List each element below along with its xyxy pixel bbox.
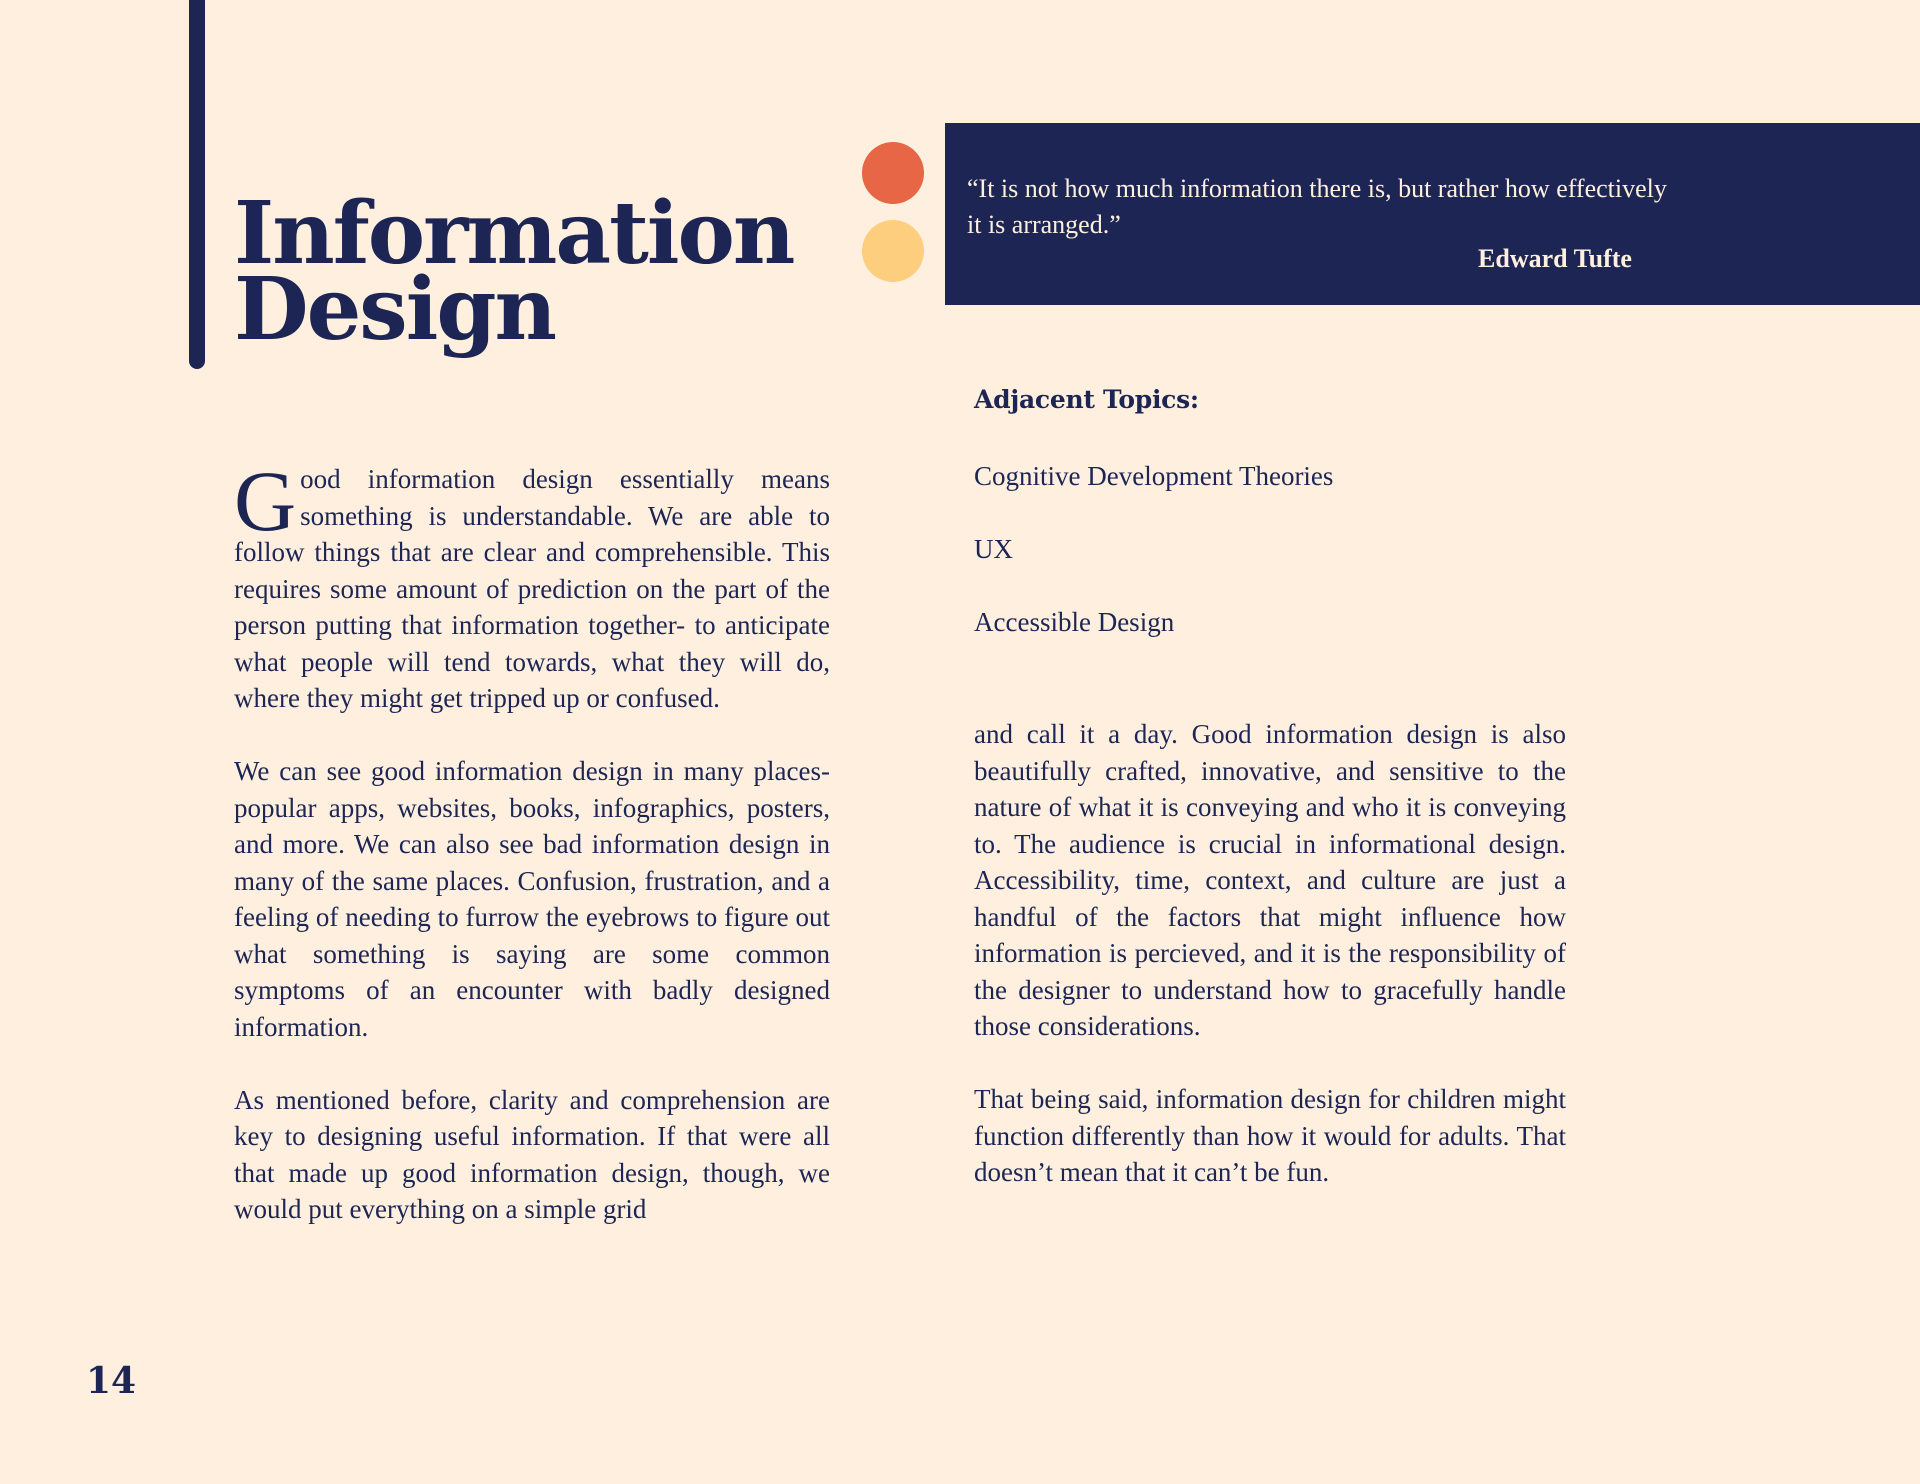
title-accent-bar bbox=[189, 0, 205, 369]
adjacent-topics-list bbox=[974, 458, 1333, 677]
quote-box bbox=[945, 123, 1920, 305]
body-column-right bbox=[974, 716, 1566, 1227]
title-line-1: Information bbox=[234, 183, 794, 284]
body-paragraph: We can see good information design in many places- popular apps, websites, books, infographics, posters, and more. We can also see bad information design in many of the same places. Confusion, frustration, and a feeling of needing to furrow the eyebrows to figure out what something is saying are some common symptoms of an encounter with badly designed information. bbox=[234, 756, 830, 1042]
body-paragraph: and call it a day. Good information design is also beautifully crafted, innovative, and sensitive to the nature of what it is conveying and who it is conveying to. The audience is crucial in informational design. Accessibility, time, context, and culture are just a handful of the factors that might influence how information is percieved, and it is the responsibility of the designer to understand how to gracefully handle those considerations. bbox=[974, 719, 1566, 1041]
quote-author: Edward Tufte bbox=[1478, 244, 1632, 273]
body-column-left bbox=[234, 453, 830, 1264]
adjacent-topics-heading: Adjacent Topics: bbox=[974, 385, 1199, 414]
page-number: 14 bbox=[86, 1360, 137, 1402]
paragraph-text: ood information design essentially means something is understandable. We are able to follow things that are clear and comprehensible. This requires some amount of prediction on the part of the person putting that information together- to anticipate what people will tend towards, what they will do, where they might get tripped up or confused. bbox=[234, 464, 830, 713]
quote-text: “It is not how much information there is, but rather how effectively it is arranged.” bbox=[967, 174, 1667, 239]
body-paragraph: As mentioned before, clarity and comprehension are key to designing useful information. If that were all that made up good information design, though, we would put everything on a simple grid bbox=[234, 1084, 830, 1224]
topic-item: UX bbox=[974, 534, 1013, 564]
topic-item: Cognitive Development Theories bbox=[974, 461, 1334, 491]
drop-cap: G bbox=[234, 453, 297, 549]
decorative-dot-red bbox=[862, 142, 924, 204]
page-title bbox=[234, 183, 794, 360]
title-line-2: Design bbox=[234, 259, 556, 360]
decorative-dot-yellow bbox=[862, 220, 924, 282]
body-paragraph: That being said, information design for children might function differently than how it would for adults. That doesn’t mean that it can’t be fun. bbox=[974, 1084, 1566, 1187]
topic-item: Accessible Design bbox=[974, 607, 1175, 637]
body-paragraph bbox=[234, 453, 830, 717]
